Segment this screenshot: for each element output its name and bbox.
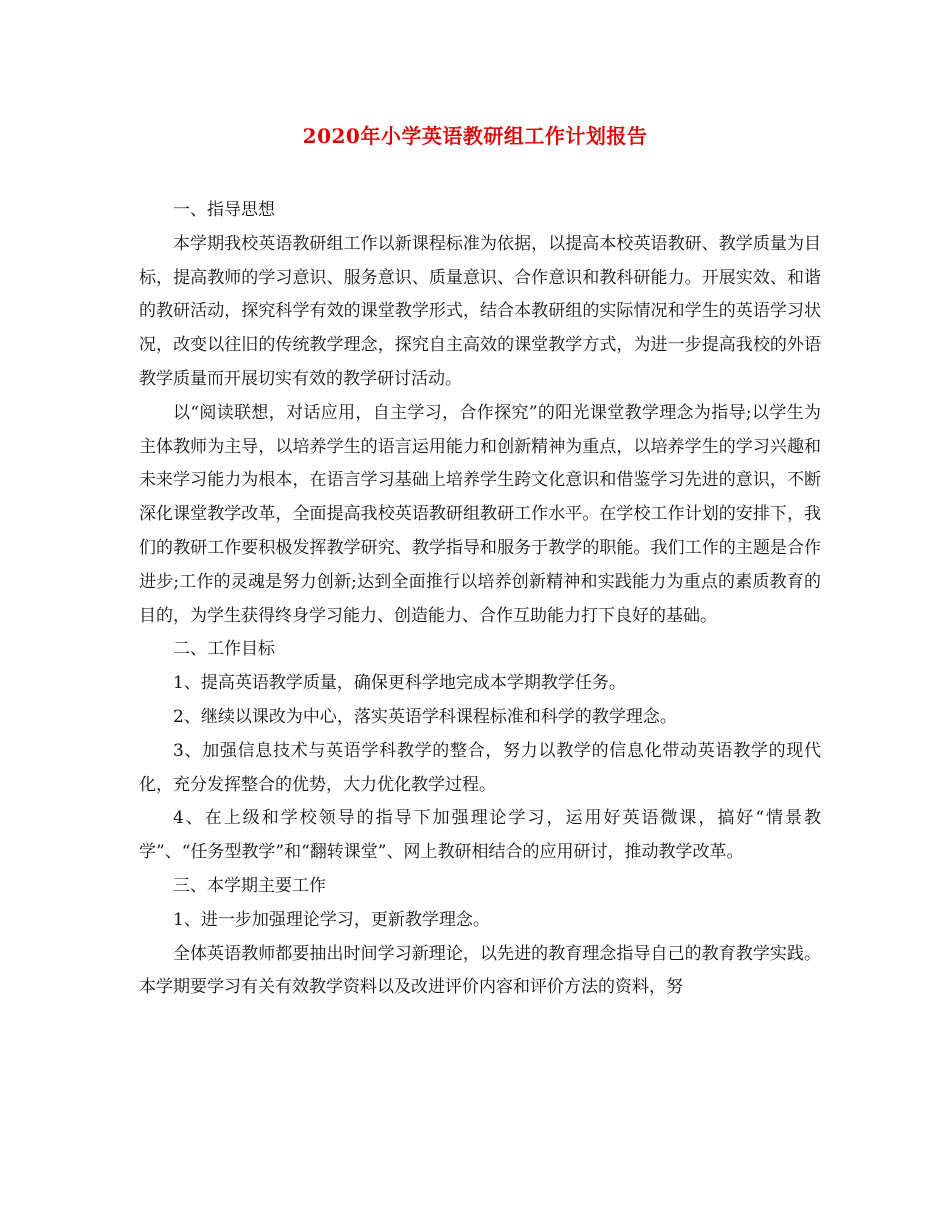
paragraph: 以“阅读联想，对话应用，自主学习，合作探究”的阳光课堂教学理念为指导;以学生为主体教师为主导，以培养学生的语言运用能力和创新精神为重点，以培养学生的学习兴趣和未来学习能力为根本，在语言学习基础上培养学生跨文化意识和借鉴学习先进的意识，不断深化课堂教学改革，全面提高我校英语教研组教研工作水平。在学校工作计划的安排下，我们的教研工作要积极发挥教学研究、教学指导和服务于教学的职能。我们工作的主题是合作进步;工作的灵魂是努力创新;达到全面推行以培养创新精神和实践能力为重点的素质教育的目的，为学生获得终身学习能力、创造能力、合作互助能力打下良好的基础。 [139,402,821,626]
paragraph: 本学期我校英语教研组工作以新课程标准为依据，以提高本校英语教研、教学质量为目标，提高教师的学习意识、服务意识、质量意识、合作意识和教科研能力。开展实效、和谐的教研活动，探究科学有效的课堂教学形式，结合本教研组的实际情况和学生的英语学习状况，改变以往旧的传统教学理念，探究自主高效的课堂教学方式，为进一步提高我校的外语教学质量而开展切实有效的教学研讨活动。 [139,233,821,389]
paragraph: 全体英语教师都要抽出时间学习新理论，以先进的教育理念指导自己的教育教学实践。本学期要学习有关有效教学资料以及改进评价内容和评价方法的资料，努 [139,943,821,998]
list-item: 3、加强信息技术与英语学科教学的整合，努力以教学的信息化带动英语教学的现代化，充分发挥整合的优势，大力优化教学过程。 [139,740,821,795]
list-item: 1、进一步加强理论学习，更新教学理念。 [173,909,490,930]
section-heading-main-work: 三、本学期主要工作 [173,875,326,896]
document-title: 2020年小学英语教研组工作计划报告 [302,124,648,148]
list-item: 2、继续以课改为中心，落实英语学科课程标准和科学的教学理念。 [173,706,677,727]
document-body [139,194,821,1005]
list-item: 4、在上级和学校领导的指导下加强理论学习，运用好英语微课，搞好“情景教学”、“任务型教学”和“翻转课堂”、网上教研相结合的应用研讨，推动教学改革。 [139,808,821,863]
section-heading-work-goals: 二、工作目标 [173,639,275,660]
list-item: 1、提高英语教学质量，确保更科学地完成本学期教学任务。 [173,673,626,694]
section-heading-guiding-ideology: 一、指导思想 [173,200,275,220]
